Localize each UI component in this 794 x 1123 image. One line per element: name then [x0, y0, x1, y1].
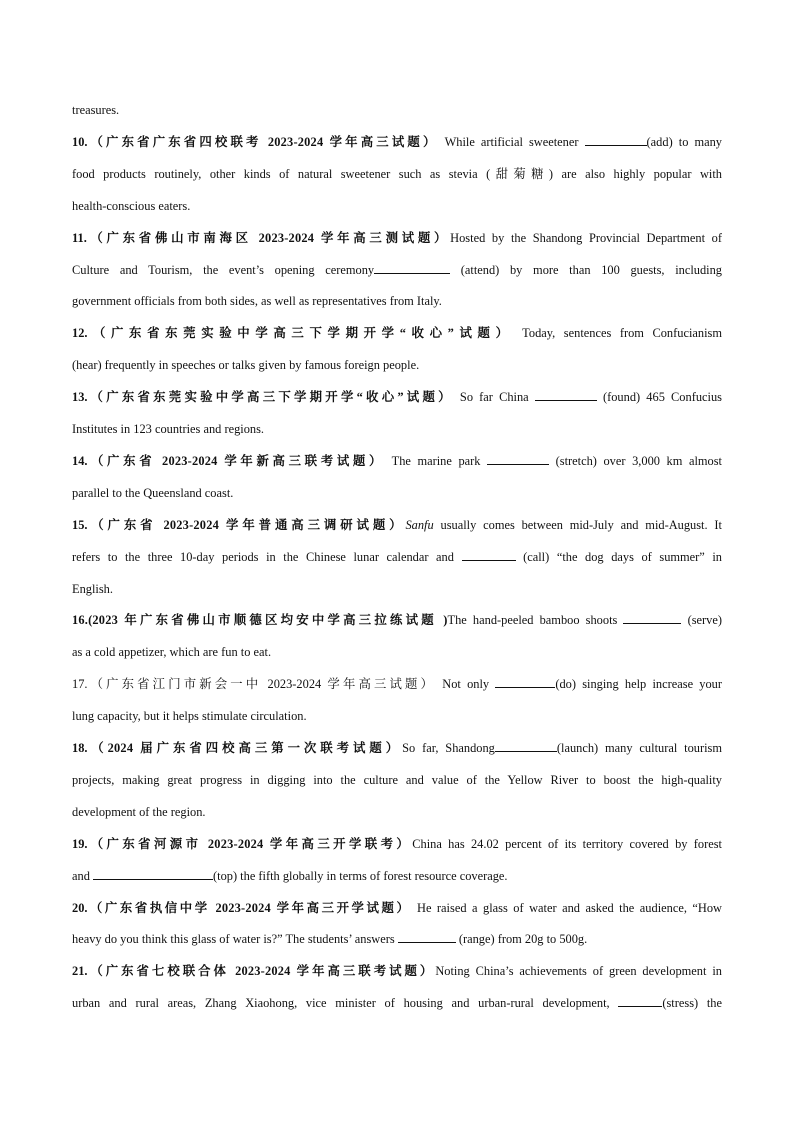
answer-blank: [93, 868, 213, 880]
question-text: Noting China’s achievements of green development in: [435, 964, 722, 979]
text-line: [72, 230, 722, 246]
text-line: [72, 293, 722, 309]
question-text: While artificial sweetener: [438, 134, 585, 149]
answer-blank: [398, 931, 456, 943]
question-text: food products routinely, other kinds of natural sweetener such as stevia (甜菊糖) are also highly popular with: [72, 166, 722, 181]
question-number: 12.: [72, 326, 88, 341]
question-text: (top) the fifth globally in terms of forest resource coverage.: [213, 868, 508, 883]
answer-blank: [623, 612, 681, 624]
answer-blank: [487, 453, 549, 465]
question-source: （广东省 2023-2024 学年普通高三调研试题）: [87, 517, 406, 532]
question-text: (hear) frequently in speeches or talks given by famous foreign people.: [72, 358, 420, 373]
answer-blank: [585, 134, 647, 146]
text-line: [72, 134, 722, 150]
text-line: [72, 612, 722, 628]
question-text: So far, Shandong: [402, 741, 495, 755]
question-source: （广东省 2023-2024 学年新高三联考试题）: [87, 453, 386, 468]
question-number: 10.: [72, 134, 88, 149]
question-text: So far China: [453, 390, 535, 405]
question-text: (attend) by more than 100 guests, including: [450, 262, 723, 277]
question-text: as a cold appetizer, which are fun to eat.: [72, 645, 272, 660]
text-line: [72, 325, 722, 341]
text-line: [72, 262, 722, 278]
question-text: treasures.: [72, 103, 120, 117]
question-text: (found) 465 Confucius: [596, 390, 722, 405]
question-text: and: [72, 868, 93, 883]
question-text: development of the region.: [72, 804, 206, 819]
question-text: The marine park: [385, 453, 488, 468]
question-text: (launch) many cultural tourism: [556, 741, 723, 755]
question-text: health-conscious eaters.: [72, 198, 191, 213]
question-source: （2024 届广东省四校高三第一次联考试题）: [87, 741, 403, 755]
text-line: [72, 198, 722, 214]
text-line: [72, 931, 722, 947]
question-text: projects, making great progress in digging into the culture and value of the Yellow River to boost the high-quality: [72, 772, 722, 787]
question-text: The hand-peeled bamboo shoots: [447, 613, 624, 628]
question-text: heavy do you think this glass of water is?” The students’ answers: [72, 932, 398, 947]
question-text: (stress) the: [662, 996, 722, 1011]
answer-blank: [618, 995, 662, 1007]
question-source: （广东省东莞实验中学高三下学期开学“收心”试题）: [87, 326, 514, 341]
question-text: government officials from both sides, as well as representatives from Italy.: [72, 294, 442, 309]
question-number: 20.: [72, 900, 88, 915]
question-text: parallel to the Queensland coast.: [72, 485, 234, 500]
text-line: [72, 676, 722, 692]
text-line: [72, 389, 722, 405]
question-source: （广东省广东省四校联考 2023-2024 学年高三试题）: [87, 134, 439, 149]
question-source: （广东省佛山市南海区 2023-2024 学年高三测试题）: [86, 230, 451, 245]
text-line: [72, 963, 722, 979]
text-line: [72, 804, 722, 820]
text-line: [72, 485, 722, 501]
question-text: Hosted by the Shandong Provincial Department of: [450, 230, 722, 245]
question-text: Institutes in 123 countries and regions.: [72, 422, 265, 436]
text-line: [72, 995, 722, 1011]
answer-blank: [495, 676, 555, 688]
question-text: 17.（广东省江门市新会一中 2023-2024 学年高三试题） Not only: [72, 677, 496, 692]
text-line: [72, 453, 722, 469]
question-number: 15.: [72, 517, 88, 532]
question-number: 21.: [72, 964, 88, 979]
question-number: 11.: [72, 230, 87, 245]
text-line: [72, 708, 722, 724]
text-line: [72, 517, 722, 533]
answer-blank: [495, 740, 557, 752]
answer-blank: [462, 549, 516, 561]
answer-blank: [374, 262, 450, 274]
text-line: [72, 102, 722, 118]
question-source: （广东省七校联合体 2023-2024 学年高三联考试题）: [87, 964, 436, 979]
text-line: [72, 549, 722, 565]
text-line: [72, 900, 722, 916]
question-number: 13.: [72, 390, 88, 405]
question-text: Today, sentences from Confucianism: [513, 326, 722, 341]
question-source: 16.(2023 年广东省佛山市顺德区均安中学高三拉练试题 ): [72, 613, 448, 628]
text-line: [72, 421, 722, 437]
text-line: [72, 644, 722, 660]
question-text: He raised a glass of water and asked the audience, “How: [411, 900, 723, 915]
question-text: (add) to many: [646, 134, 722, 149]
text-line: [72, 740, 722, 756]
text-line: [72, 357, 722, 373]
question-source: （广东省河源市 2023-2024 学年高三开学联考）: [87, 836, 413, 851]
text-line: [72, 772, 722, 788]
question-text: (stretch) over 3,000 km almost: [549, 453, 722, 468]
text-line: [72, 836, 722, 852]
question-text: lung capacity, but it helps stimulate circulation.: [72, 709, 307, 724]
question-text: English.: [72, 581, 113, 596]
question-text: (do) singing help increase your: [555, 677, 722, 692]
question-number: 14.: [72, 453, 88, 468]
question-source: （广东省执信中学 2023-2024 学年高三开学试题）: [87, 900, 412, 915]
question-text: (range) from 20g to 500g.: [455, 932, 588, 947]
question-text: refers to the three 10-day periods in the Chinese lunar calendar and: [72, 549, 462, 564]
question-text: urban and rural areas, Zhang Xiaohong, vice minister of housing and urban-rural development,: [72, 996, 619, 1011]
text-line: [72, 581, 722, 597]
question-text: (call) “the dog days of summer” in: [515, 549, 723, 564]
text-line: [72, 166, 722, 182]
question-number: 18.: [72, 741, 88, 755]
question-text: usually comes between mid-July and mid-August. It: [433, 517, 722, 532]
question-text: Sanfu: [405, 517, 434, 532]
question-text: (serve): [681, 613, 722, 628]
question-text: China has 24.02 percent of its territory covered by forest: [412, 836, 722, 851]
question-number: 19.: [72, 836, 88, 851]
question-text: Culture and Tourism, the event’s opening ceremony: [72, 262, 375, 277]
answer-blank: [535, 389, 597, 401]
text-line: [72, 868, 722, 884]
question-source: （广东省东莞实验中学高三下学期开学“收心”试题）: [87, 390, 454, 405]
